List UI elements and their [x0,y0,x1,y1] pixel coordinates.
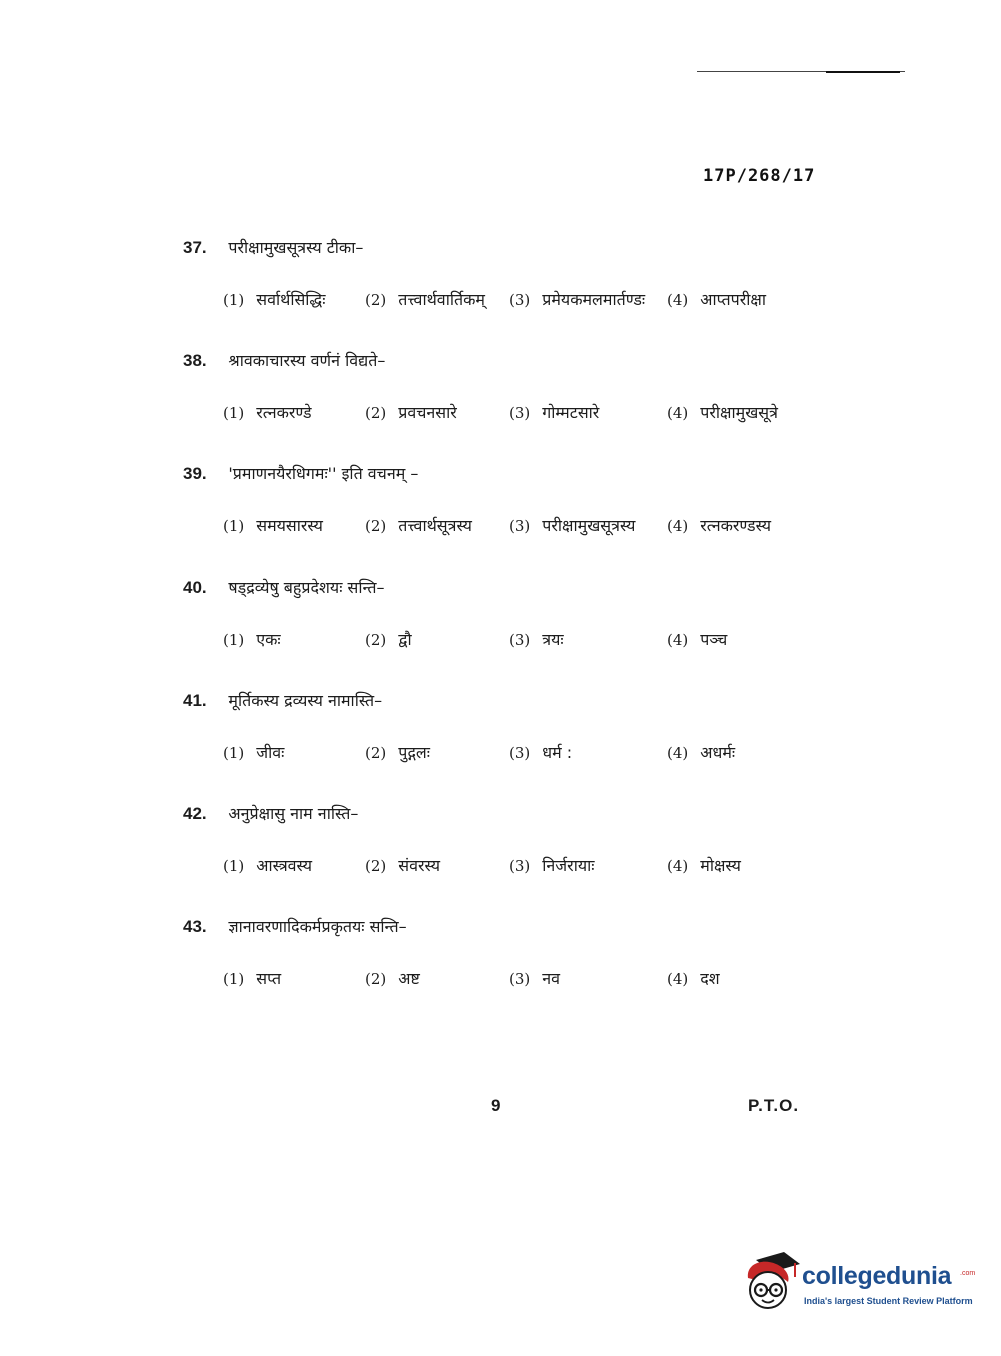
question-number: 43. [183,917,207,936]
option-number: (3) [509,291,531,309]
option-4 [667,851,741,881]
option-number: (3) [509,631,531,649]
option-4 [667,511,771,541]
option-2 [365,738,430,768]
option-text: त्रयः [542,630,564,649]
question-39 [183,461,863,541]
collegedunia-logo [742,1250,976,1320]
mascot-icon [742,1250,802,1312]
question-number: 40. [183,578,207,597]
option-number: (3) [509,744,531,762]
question-stem [183,914,863,940]
option-text: सप्त [256,969,282,988]
option-4 [667,964,720,994]
option-number: (2) [365,631,387,649]
question-text: मूर्तिकस्य द्रव्यस्य नामास्ति– [228,691,383,710]
option-number: (4) [667,291,689,309]
question-number: 41. [183,691,207,710]
option-3 [509,285,645,315]
option-number: (2) [365,970,387,988]
option-text: रत्नकरण्डे [256,403,312,422]
option-text: तत्त्वार्थसूत्रस्य [398,516,472,535]
option-text: अधर्मः [700,743,736,762]
question-text: अनुप्रेक्षासु नाम नास्ति– [228,804,359,823]
pto-label: P.T.O. [748,1096,800,1115]
option-3 [509,964,560,994]
option-text: प्रवचनसारे [398,403,457,422]
option-number: (2) [365,291,387,309]
question-stem [183,575,863,601]
option-2 [365,285,485,315]
option-text: मोक्षस्य [700,856,741,875]
option-1 [223,851,312,881]
options-row [183,511,863,541]
option-4 [667,285,766,315]
question-37 [183,235,863,315]
option-text: एकः [256,630,281,649]
question-number: 39. [183,464,207,483]
question-38 [183,348,863,428]
option-3 [509,511,635,541]
question-text: परीक्षामुखसूत्रस्य टीका– [228,238,364,257]
question-text: ज्ञानावरणादिकर्मप्रकृतयः सन्ति– [228,917,407,936]
option-text: आप्तपरीक्षा [700,290,767,309]
option-number: (2) [365,744,387,762]
option-number: (1) [223,631,245,649]
option-3 [509,398,599,428]
option-number: (2) [365,517,387,535]
paper-code: 17P/268/17 [703,166,816,186]
option-number: (4) [667,857,689,875]
option-4 [667,398,778,428]
question-40 [183,575,863,655]
option-1 [223,285,325,315]
option-4 [667,625,727,655]
option-2 [365,398,457,428]
question-stem [183,235,863,261]
option-text: संवरस्य [398,856,441,875]
question-41 [183,688,863,768]
question-stem [183,688,863,714]
question-42 [183,801,863,881]
option-text: परीक्षामुखसूत्रे [700,403,778,422]
option-2 [365,964,420,994]
options-row [183,964,863,994]
question-stem [183,461,863,487]
option-number: (1) [223,744,245,762]
option-number: (3) [509,517,531,535]
logo-tagline: India's largest Student Review Platform [804,1296,973,1306]
option-text: प्रमेयकमलमार्तण्डः [542,290,646,309]
option-number: (1) [223,970,245,988]
page-number: 9 [491,1096,501,1115]
option-text: परीक्षामुखसूत्रस्य [542,516,636,535]
option-number: (3) [509,857,531,875]
options-row [183,285,863,315]
option-text: पुद्गलः [398,743,430,762]
question-text: श्रावकाचारस्य वर्णनं विद्यते– [228,351,386,370]
option-text: सर्वार्थसिद्धिः [256,290,326,309]
option-number: (3) [509,404,531,422]
question-43 [183,914,863,994]
options-row [183,851,863,881]
option-number: (3) [509,970,531,988]
option-text: आस्त्रवस्य [256,856,313,875]
option-text: गोम्मटसारे [542,403,600,422]
option-1 [223,625,281,655]
option-number: (2) [365,404,387,422]
option-text: तत्त्वार्थवार्तिकम् [398,290,485,309]
option-number: (1) [223,404,245,422]
question-number: 42. [183,804,207,823]
option-number: (4) [667,631,689,649]
option-number: (1) [223,291,245,309]
question-number: 38. [183,351,207,370]
option-number: (2) [365,857,387,875]
options-row [183,738,863,768]
option-text: दश [700,969,720,988]
option-text: रत्नकरण्डस्य [700,516,772,535]
logo-wordmark: collegedunia [802,1262,952,1290]
question-stem [183,348,863,374]
option-text: धर्म : [542,743,573,762]
option-text: अष्ट [398,969,420,988]
option-number: (4) [667,517,689,535]
option-number: (4) [667,744,689,762]
option-text: द्वौ [398,630,412,649]
option-number: (1) [223,857,245,875]
top-rule-accent [826,71,900,73]
option-1 [223,738,284,768]
option-4 [667,738,735,768]
option-1 [223,511,323,541]
options-row [183,398,863,428]
option-1 [223,398,312,428]
question-text: षड्द्रव्येषु बहुप्रदेशयः सन्ति– [228,578,385,597]
option-number: (4) [667,970,689,988]
option-number: (1) [223,517,245,535]
options-row [183,625,863,655]
option-text: समयसारस्य [256,516,323,535]
option-2 [365,851,440,881]
option-text: पञ्च [700,630,728,649]
question-number: 37. [183,238,207,257]
option-2 [365,625,412,655]
logo-domain: .com [960,1270,976,1277]
question-stem [183,801,863,827]
option-text: जीवः [256,743,285,762]
option-1 [223,964,281,994]
option-2 [365,511,472,541]
question-text: 'प्रमाणनयैरधिगमः'' इति वचनम् – [228,464,419,483]
option-text: निर्जरायाः [542,856,595,875]
option-3 [509,851,595,881]
option-number: (4) [667,404,689,422]
option-text: नव [542,969,561,988]
option-3 [509,625,564,655]
option-3 [509,738,572,768]
